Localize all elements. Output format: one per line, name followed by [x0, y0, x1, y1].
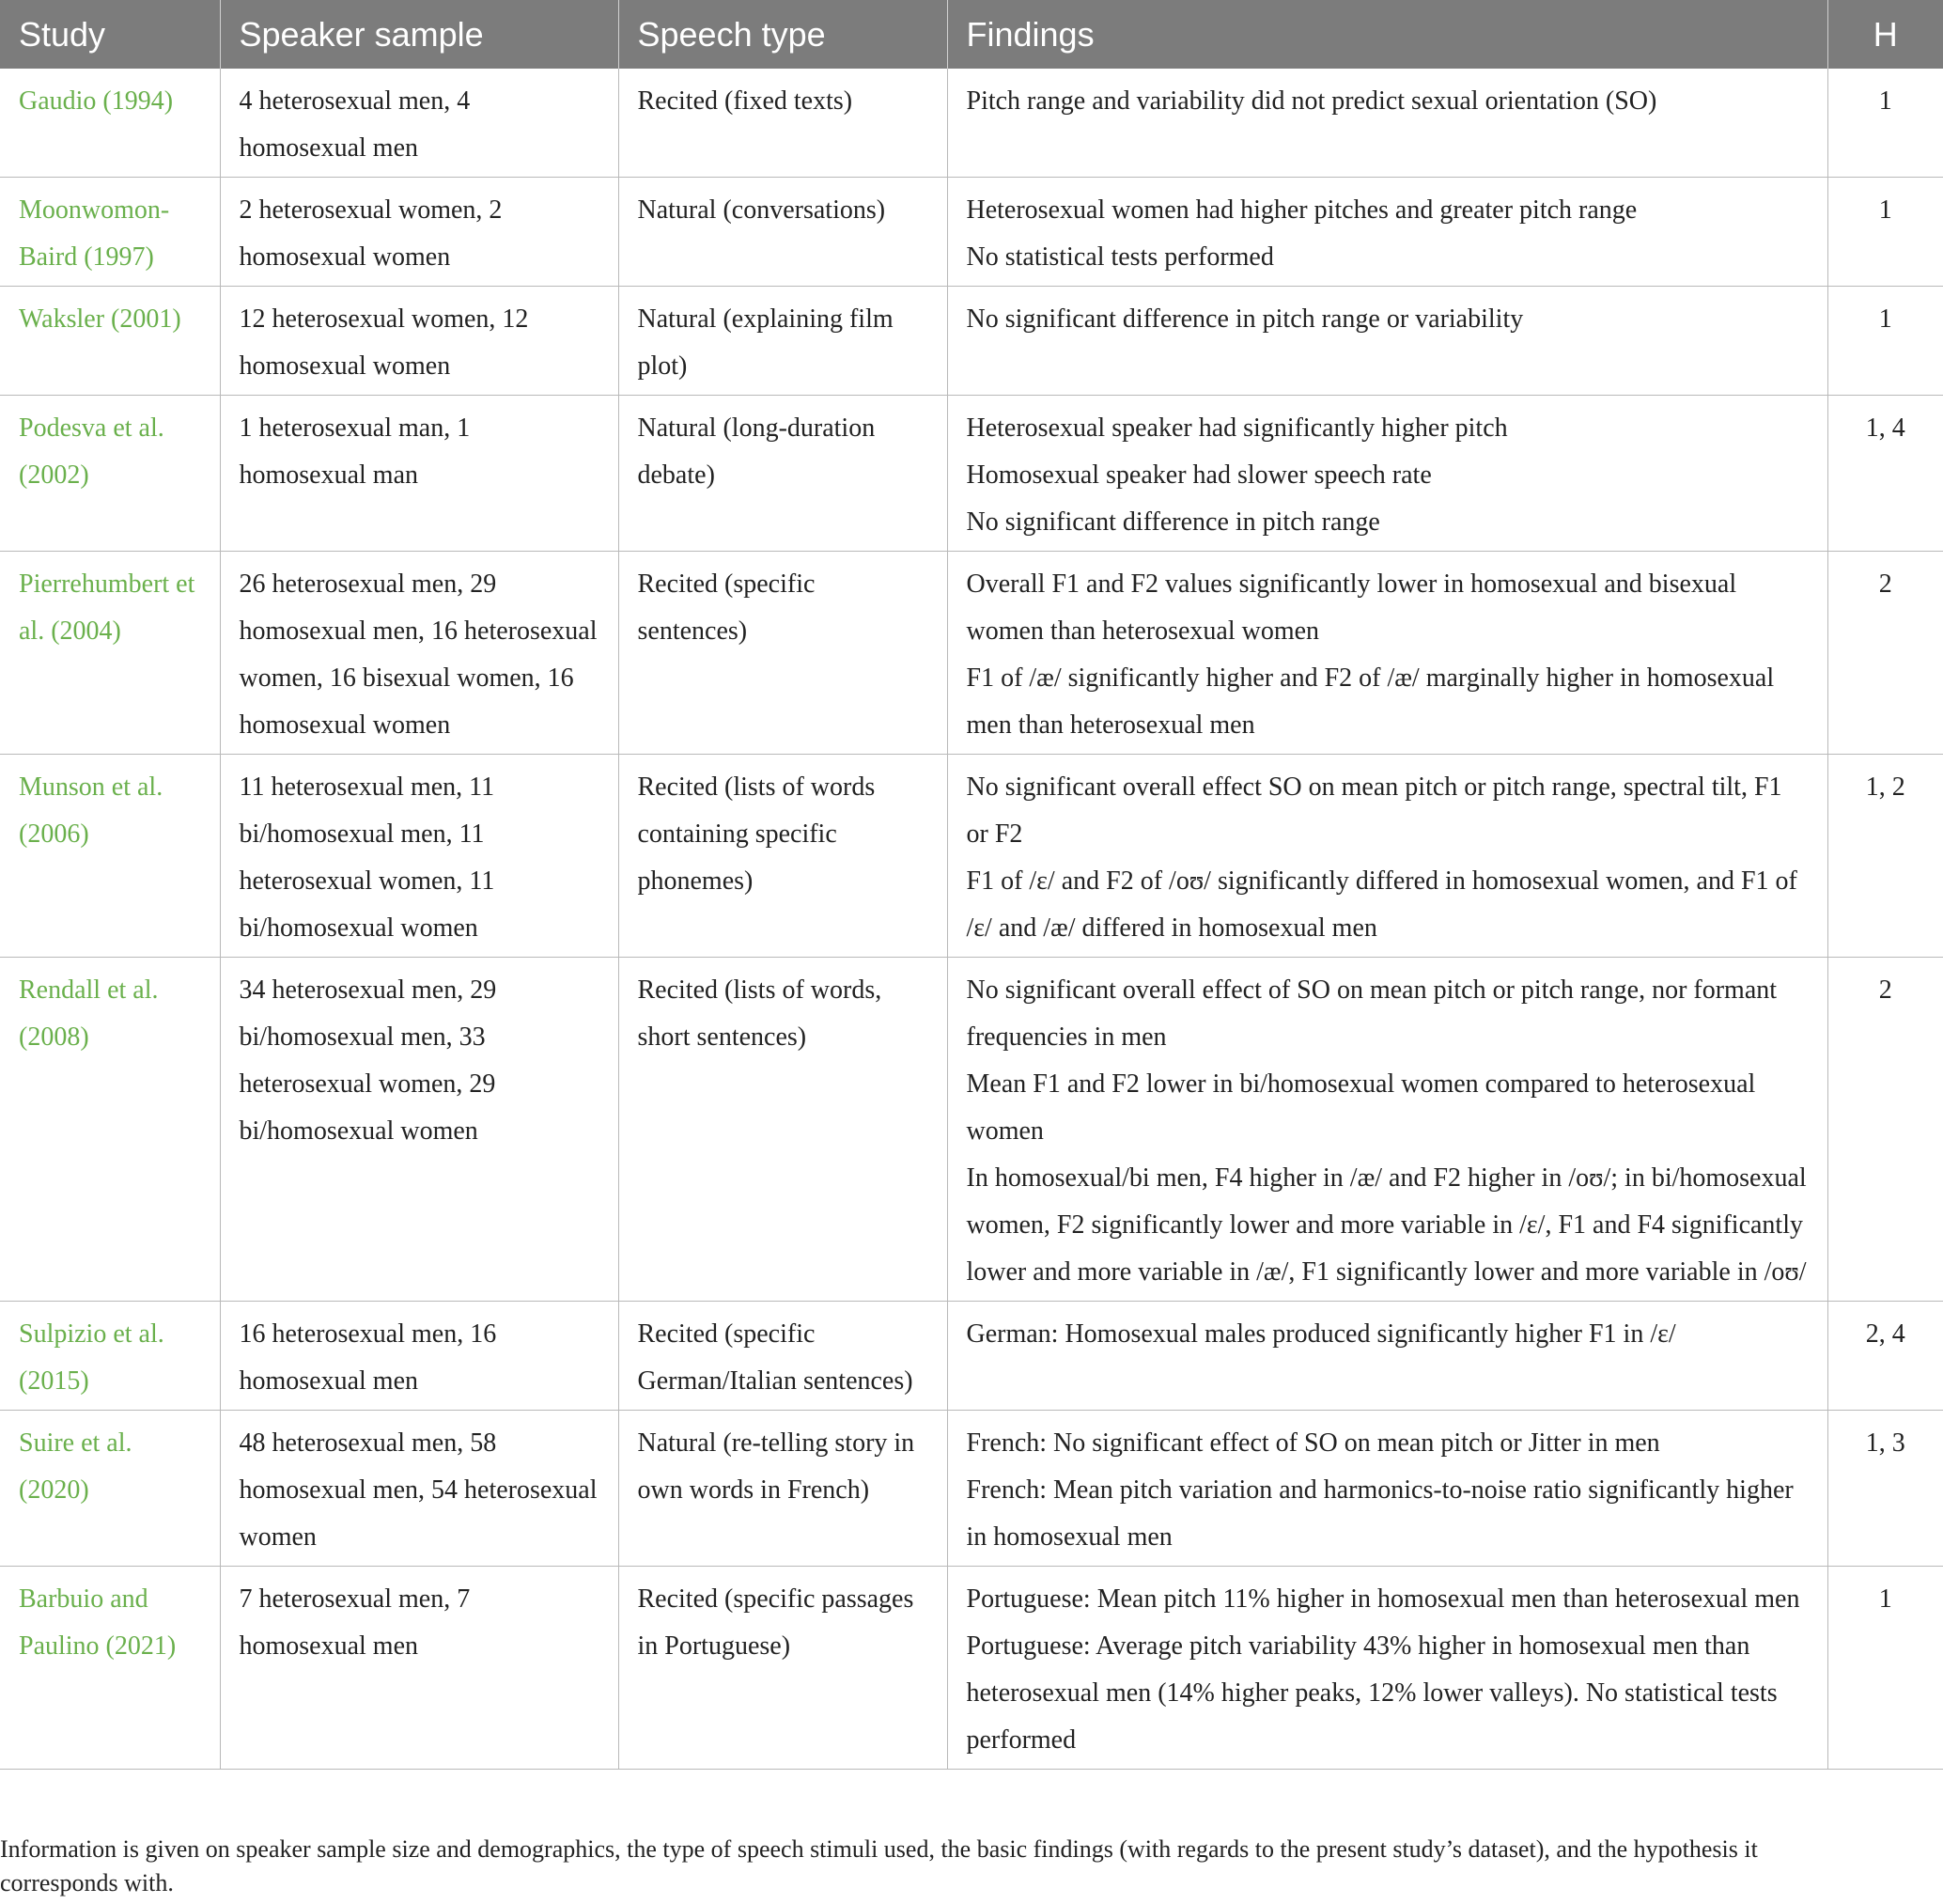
speaker-sample-cell: 4 heterosexual men, 4 homosexual men [220, 69, 618, 178]
hypothesis-cell: 1 [1827, 178, 1943, 287]
table-row [0, 1302, 1943, 1411]
table-row [0, 552, 1943, 755]
speech-type-cell: Natural (explaining film plot) [618, 287, 947, 396]
findings-cell [947, 1567, 1827, 1770]
hypothesis-cell: 1, 3 [1827, 1411, 1943, 1567]
hypothesis-cell: 1, 2 [1827, 755, 1943, 958]
findings-cell [947, 1411, 1827, 1567]
header-study: Study [0, 0, 220, 69]
speech-type-cell: Natural (re-telling story in own words in French) [618, 1411, 947, 1567]
finding-item: No significant overall effect of SO on mean pitch or pitch range, nor formant frequencies in men [966, 975, 1778, 1052]
speaker-sample-cell: 12 heterosexual women, 12 homosexual women [220, 287, 618, 396]
findings-cell [947, 755, 1827, 958]
study-link[interactable]: Rendall et al. (2008) [0, 958, 220, 1302]
speaker-sample-cell: 16 heterosexual men, 16 homosexual men [220, 1302, 618, 1411]
speaker-sample-cell: 26 heterosexual men, 29 homosexual men, 16 heterosexual women, 16 bisexual women, 16 homosexual women [220, 552, 618, 755]
finding-item: No significant overall effect SO on mean pitch or pitch range, spectral tilt, F1 or F2 [966, 773, 1782, 849]
speech-type-cell: Natural (conversations) [618, 178, 947, 287]
speech-type-cell: Recited (fixed texts) [618, 69, 947, 178]
hypothesis-cell: 1 [1827, 69, 1943, 178]
speaker-sample-cell: 1 heterosexual man, 1 homosexual man [220, 396, 618, 552]
findings-cell [947, 69, 1827, 178]
hypothesis-cell: 1 [1827, 1567, 1943, 1770]
study-link[interactable]: Sulpizio et al. (2015) [0, 1302, 220, 1411]
findings-cell [947, 552, 1827, 755]
hypothesis-cell: 1, 4 [1827, 396, 1943, 552]
speaker-sample-cell: 2 heterosexual women, 2 homosexual women [220, 178, 618, 287]
table-row [0, 755, 1943, 958]
table-footnote: Information is given on speaker sample size and demographics, the type of speech stimuli used, the basic findings (with regards to the present study’s dataset), and the hypothesis it corresponds with. [0, 1835, 1758, 1896]
study-link[interactable]: Gaudio (1994) [0, 69, 220, 178]
speech-type-cell: Recited (specific German/Italian sentences) [618, 1302, 947, 1411]
study-link[interactable]: Podesva et al. (2002) [0, 396, 220, 552]
findings-cell [947, 1302, 1827, 1411]
table-row [0, 396, 1943, 552]
findings-cell [947, 396, 1827, 552]
study-link[interactable]: Munson et al. (2006) [0, 755, 220, 958]
finding-item: In homosexual/bi men, F4 higher in /æ/ and F2 higher in /oʊ/; in bi/homosexual women, F2 significantly lower and more variable in /ɛ/, F1 and F4 significantly lower and more variable in /æ/, F1 significantly lower and more variable in /oʊ/ [966, 1163, 1807, 1287]
table-row [0, 958, 1943, 1302]
findings-cell [947, 178, 1827, 287]
header-hypothesis: H [1827, 0, 1943, 69]
study-link[interactable]: Moonwomon-Baird (1997) [0, 178, 220, 287]
findings-cell [947, 287, 1827, 396]
finding-item: F1 of /æ/ significantly higher and F2 of /æ/ marginally higher in homosexual men than heterosexual men [966, 663, 1775, 740]
finding-item: No statistical tests performed [966, 242, 1274, 272]
speaker-sample-cell: 7 heterosexual men, 7 homosexual men [220, 1567, 618, 1770]
header-speech-type: Speech type [618, 0, 947, 69]
speech-type-cell: Recited (lists of words containing specific phonemes) [618, 755, 947, 958]
speech-type-cell: Recited (specific passages in Portuguese) [618, 1567, 947, 1770]
finding-item: Overall F1 and F2 values significantly lower in homosexual and bisexual women than heterosexual women [966, 570, 1737, 646]
finding-item: F1 of /ɛ/ and F2 of /oʊ/ significantly differed in homosexual women, and F1 of /ɛ/ and /æ/ differed in homosexual men [966, 866, 1797, 943]
table-row [0, 1567, 1943, 1770]
speech-type-cell: Recited (specific sentences) [618, 552, 947, 755]
table-row [0, 178, 1943, 287]
table-row [0, 287, 1943, 396]
table-row [0, 1411, 1943, 1567]
finding-item: French: Mean pitch variation and harmonics-to-noise ratio significantly higher in homosexual men [966, 1475, 1794, 1552]
speaker-sample-cell: 34 heterosexual men, 29 bi/homosexual men, 33 heterosexual women, 29 bi/homosexual women [220, 958, 618, 1302]
header-row [0, 0, 1943, 69]
finding-item: Portuguese: Mean pitch 11% higher in homosexual men than heterosexual men [966, 1584, 1800, 1614]
finding-item: Heterosexual speaker had significantly higher pitch [966, 414, 1508, 443]
speaker-sample-cell: 48 heterosexual men, 58 homosexual men, 54 heterosexual women [220, 1411, 618, 1567]
finding-item: German: Homosexual males produced significantly higher F1 in /ɛ/ [966, 1319, 1676, 1349]
hypothesis-cell: 2 [1827, 552, 1943, 755]
header-findings: Findings [947, 0, 1827, 69]
finding-item: No significant difference in pitch range or variability [966, 304, 1524, 334]
hypothesis-cell: 2 [1827, 958, 1943, 1302]
findings-cell [947, 958, 1827, 1302]
study-link[interactable]: Suire et al. (2020) [0, 1411, 220, 1567]
header-speaker-sample: Speaker sample [220, 0, 618, 69]
speaker-sample-cell: 11 heterosexual men, 11 bi/homosexual men, 11 heterosexual women, 11 bi/homosexual women [220, 755, 618, 958]
hypothesis-cell: 1 [1827, 287, 1943, 396]
finding-item: French: No significant effect of SO on mean pitch or Jitter in men [966, 1428, 1660, 1458]
finding-item: Homosexual speaker had slower speech rate [966, 460, 1432, 490]
finding-item: Mean F1 and F2 lower in bi/homosexual women compared to heterosexual women [966, 1069, 1756, 1146]
finding-item: No significant difference in pitch range [966, 507, 1380, 537]
speech-type-cell: Recited (lists of words, short sentences) [618, 958, 947, 1302]
finding-item: Heterosexual women had higher pitches and greater pitch range [966, 195, 1638, 225]
finding-item: Portuguese: Average pitch variability 43% higher in homosexual men than heterosexual men (14% higher peaks, 12% lower valleys). No statistical tests performed [966, 1631, 1778, 1755]
table-row [0, 69, 1943, 178]
speech-type-cell: Natural (long-duration debate) [618, 396, 947, 552]
study-link[interactable]: Barbuio and Paulino (2021) [0, 1567, 220, 1770]
finding-item: Pitch range and variability did not predict sexual orientation (SO) [966, 86, 1657, 116]
study-link[interactable]: Pierrehumbert et al. (2004) [0, 552, 220, 755]
study-link[interactable]: Waksler (2001) [0, 287, 220, 396]
table-body [0, 69, 1943, 1770]
hypothesis-cell: 2, 4 [1827, 1302, 1943, 1411]
table-header [0, 0, 1943, 69]
